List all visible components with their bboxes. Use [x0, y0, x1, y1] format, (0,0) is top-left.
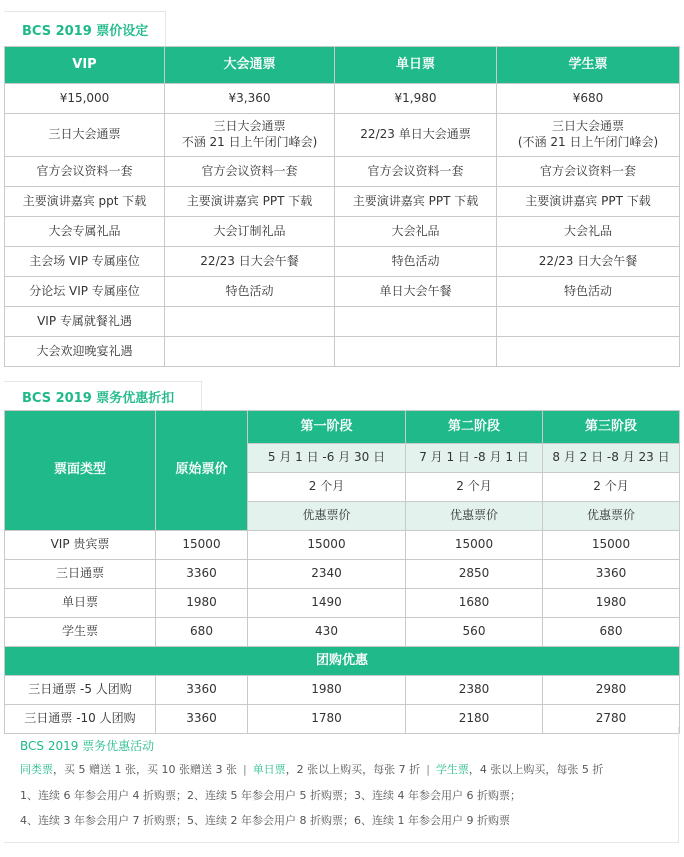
- group-cell: 三日通票 -10 人团购: [5, 705, 156, 734]
- ticket-cell: ¥3,360: [165, 84, 335, 114]
- ticket-cell: 官方会议资料一套: [335, 157, 497, 187]
- ticket-cell: [165, 307, 335, 337]
- ticket-cell: 分论坛 VIP 专属座位: [5, 277, 165, 307]
- discount-row: [5, 531, 680, 560]
- group-cell: 3360: [156, 705, 248, 734]
- ticket-cell: 主要演讲嘉宾 PPT 下载: [335, 187, 497, 217]
- discount-cell: 1980: [543, 589, 680, 618]
- ticket-cell: 单日大会午餐: [335, 277, 497, 307]
- ticket-promotion-panel: [4, 727, 679, 843]
- ticket-type-header: 票面类型: [5, 411, 156, 531]
- discount-cell: 1980: [156, 589, 248, 618]
- promo-student-text: ，4 张以上购买，每张 5 折: [468, 763, 604, 776]
- group-cell: 三日通票 -5 人团购: [5, 676, 156, 705]
- promo-same-ticket-label: 同类票: [20, 763, 53, 776]
- promotion-line-1: [20, 761, 603, 777]
- ticket-row: [5, 157, 680, 187]
- ticket-cell: 22/23 日大会午餐: [165, 247, 335, 277]
- ticket-cell: ¥1,980: [335, 84, 497, 114]
- ticket-row: [5, 337, 680, 367]
- promo-separator: |: [426, 763, 430, 776]
- discount-price-label: 优惠票价: [406, 502, 543, 531]
- stage-header: 第一阶段: [248, 411, 406, 444]
- ticket-header-row: [5, 47, 680, 84]
- discount-cell: 15000: [406, 531, 543, 560]
- ticket-cell: 三日大会通票: [5, 114, 165, 157]
- group-cell: 2180: [406, 705, 543, 734]
- ticket-cell: 主要演讲嘉宾 PPT 下载: [165, 187, 335, 217]
- stage-header: 第三阶段: [543, 411, 680, 444]
- ticket-cell: 特色活动: [165, 277, 335, 307]
- discount-price-label: 优惠票价: [543, 502, 680, 531]
- ticket-cell: ¥15,000: [5, 84, 165, 114]
- ticket-type-header: 学生票: [497, 47, 680, 84]
- promo-single-day-label: 单日票: [252, 763, 286, 776]
- promo-single-day-text: ，2 张以上购买，每张 7 折: [285, 763, 421, 776]
- ticket-type-header: 单日票: [335, 47, 497, 84]
- ticket-cell: 官方会议资料一套: [165, 157, 335, 187]
- ticket-row: [5, 114, 680, 157]
- stage-duration: 2 个月: [543, 473, 680, 502]
- ticket-cell: 三日大会通票 (不涵 21 日上午闭门峰会): [497, 114, 680, 157]
- group-cell: 1980: [248, 676, 406, 705]
- discount-row: [5, 589, 680, 618]
- ticket-cell: 大会订制礼品: [165, 217, 335, 247]
- ticket-discount-table: [4, 410, 680, 734]
- ticket-type-header: VIP: [5, 47, 165, 84]
- ticket-cell: 22/23 日大会午餐: [497, 247, 680, 277]
- discount-cell: 15000: [543, 531, 680, 560]
- ticket-type-header: 大会通票: [165, 47, 335, 84]
- group-cell: 2780: [543, 705, 680, 734]
- ticket-row: [5, 217, 680, 247]
- ticket-cell: [165, 337, 335, 367]
- discount-cell: 3360: [156, 560, 248, 589]
- ticket-cell: 主要演讲嘉宾 PPT 下载: [497, 187, 680, 217]
- stage-row: [5, 411, 680, 444]
- ticket-cell: VIP 专属就餐礼遇: [5, 307, 165, 337]
- discount-cell: 学生票: [5, 618, 156, 647]
- original-price-header: 原始票价: [156, 411, 248, 531]
- stage-header: 第二阶段: [406, 411, 543, 444]
- ticket-cell: 22/23 单日大会通票: [335, 114, 497, 157]
- stage-dates: 8 月 2 日 -8 月 23 日: [543, 444, 680, 473]
- group-cell: 2980: [543, 676, 680, 705]
- stage-duration: 2 个月: [248, 473, 406, 502]
- ticket-pricing-table: [4, 46, 680, 367]
- ticket-cell: [335, 307, 497, 337]
- promotion-line-2: 1、连续 6 年参会用户 4 折购票；2、连续 5 年参会用户 5 折购票；3、连续 4 年参会用户 6 折购票；: [20, 789, 521, 802]
- discount-cell: 680: [543, 618, 680, 647]
- discount-cell: 2340: [248, 560, 406, 589]
- discount-cell: 430: [248, 618, 406, 647]
- stage-dates: 7 月 1 日 -8 月 1 日: [406, 444, 543, 473]
- ticket-discount-title: BCS 2019 票务优惠折扣: [4, 381, 202, 411]
- ticket-row: [5, 84, 680, 114]
- ticket-cell: 三日大会通票 不涵 21 日上午闭门峰会): [165, 114, 335, 157]
- ticket-row: [5, 277, 680, 307]
- group-row: [5, 676, 680, 705]
- promo-same-ticket-text: ，买 5 赠送 1 张，买 10 张赠送 3 张: [53, 763, 237, 776]
- group-discount-header: 团购优惠: [5, 647, 680, 676]
- discount-cell: VIP 贵宾票: [5, 531, 156, 560]
- ticket-cell: 主要演讲嘉宾 ppt 下载: [5, 187, 165, 217]
- promo-student-label: 学生票: [435, 763, 469, 776]
- group-cell: 1780: [248, 705, 406, 734]
- ticket-cell: 大会欢迎晚宴礼遇: [5, 337, 165, 367]
- ticket-cell: [335, 337, 497, 367]
- ticket-cell: 官方会议资料一套: [497, 157, 680, 187]
- stage-duration: 2 个月: [406, 473, 543, 502]
- promotion-line-3: 4、连续 3 年参会用户 7 折购票；5、连续 2 年参会用户 8 折购票；6、连续 1 年参会用户 9 折购票: [20, 814, 510, 827]
- discount-cell: 15000: [156, 531, 248, 560]
- group-title-row: [5, 647, 680, 676]
- ticket-row: [5, 187, 680, 217]
- ticket-cell: 大会礼品: [335, 217, 497, 247]
- ticket-cell: 大会专属礼品: [5, 217, 165, 247]
- discount-cell: 3360: [543, 560, 680, 589]
- discount-cell: 单日票: [5, 589, 156, 618]
- discount-cell: 680: [156, 618, 248, 647]
- discount-row: [5, 618, 680, 647]
- ticket-cell: 大会礼品: [497, 217, 680, 247]
- discount-cell: 1680: [406, 589, 543, 618]
- ticket-cell: ¥680: [497, 84, 680, 114]
- ticket-cell: 主会场 VIP 专属座位: [5, 247, 165, 277]
- group-cell: 3360: [156, 676, 248, 705]
- group-cell: 2380: [406, 676, 543, 705]
- discount-cell: 三日通票: [5, 560, 156, 589]
- discount-cell: 1490: [248, 589, 406, 618]
- promotion-title: BCS 2019 票务优惠活动: [20, 739, 155, 753]
- promo-separator: |: [242, 763, 247, 776]
- ticket-cell: 特色活动: [497, 277, 680, 307]
- discount-cell: 560: [406, 618, 543, 647]
- discount-cell: 2850: [406, 560, 543, 589]
- discount-cell: 15000: [248, 531, 406, 560]
- ticket-cell: 特色活动: [335, 247, 497, 277]
- discount-row: [5, 560, 680, 589]
- ticket-cell: 官方会议资料一套: [5, 157, 165, 187]
- ticket-cell: [497, 307, 680, 337]
- ticket-row: [5, 307, 680, 337]
- ticket-cell: [497, 337, 680, 367]
- ticket-row: [5, 247, 680, 277]
- stage-dates: 5 月 1 日 -6 月 30 日: [248, 444, 406, 473]
- discount-price-label: 优惠票价: [248, 502, 406, 531]
- ticket-pricing-title: BCS 2019 票价设定: [4, 11, 166, 46]
